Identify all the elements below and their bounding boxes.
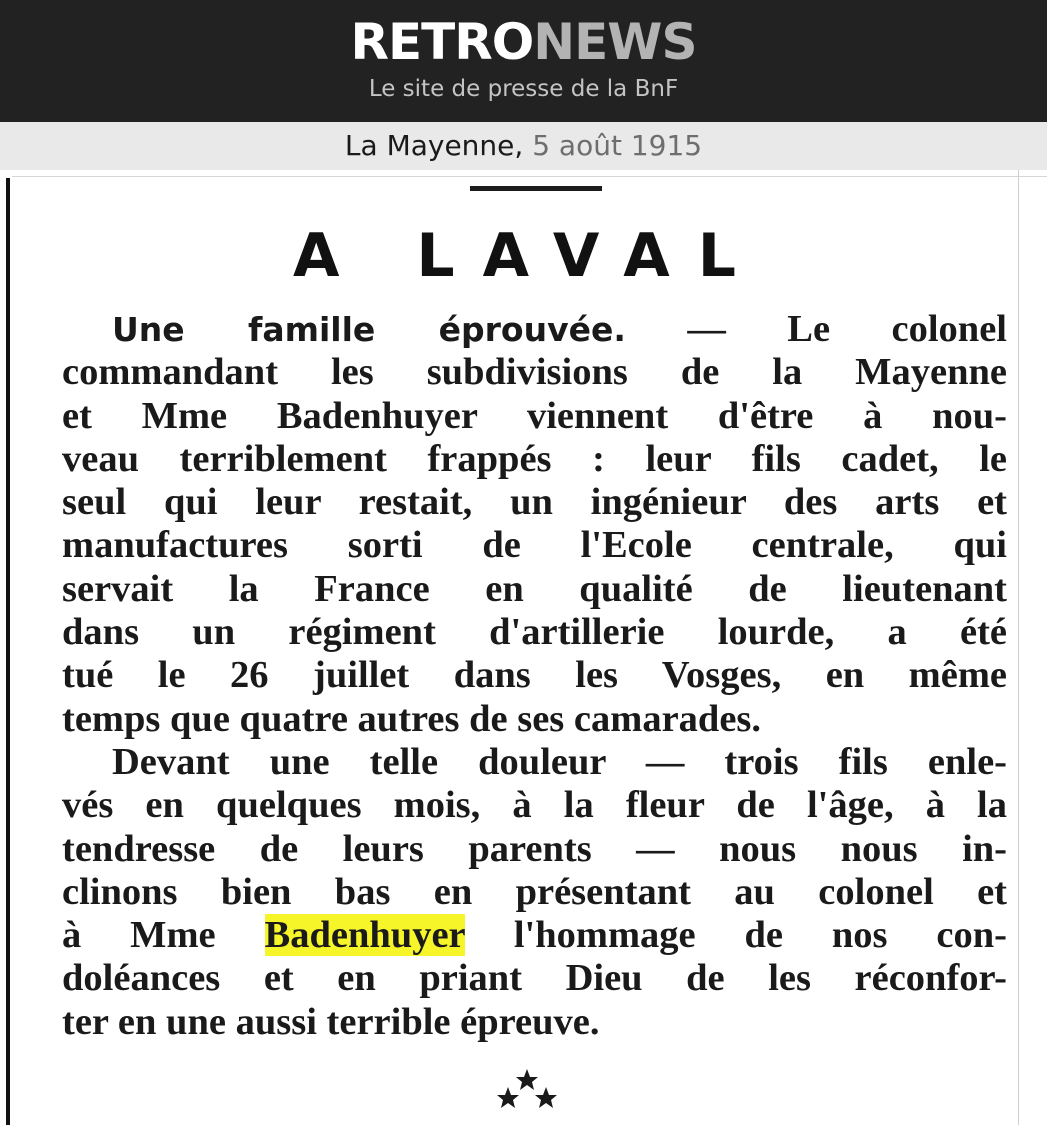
column-edge [1018,170,1019,1125]
section-divider [470,186,602,191]
retronews-logo[interactable] [0,12,1047,72]
publication-date: 5 août 1915 [532,129,703,162]
source-bar [0,122,1047,170]
article-line: à Mme Badenhuyer l'hommage de nos con- [62,914,1007,957]
newspaper-scan [0,170,1047,1125]
article-line: veau terriblement frappés : leur fils cadet, le [62,437,1007,480]
article-line: et Mme Badenhuyer viennent d'être à nou- [62,394,1007,437]
article-headline: A LAVAL [293,221,764,291]
article-line: commandant les subdivisions de la Mayenne [62,351,1007,394]
article-line: temps que quatre autres de ses camarades. [62,697,762,740]
article-line: ter en une aussi terrible épreuve. [62,1000,600,1043]
article-line: servait la France en qualité de lieutenant [62,567,1007,610]
article-line: vés en quelques mois, à la fleur de l'âge, à la [62,784,1007,827]
site-header [0,0,1047,122]
article-line: manufactures sorti de l'Ecole centrale, qui [62,524,1007,567]
article-line: clinons bien bas en présentant au colonel et [62,870,1007,913]
article-line: tendresse de leurs parents — nous nous in- [62,827,1007,870]
article-line: Devant une telle douleur — trois fils enle- [112,740,1007,783]
scan-top-edge [12,176,1047,177]
logo-news: NEWS [533,13,697,71]
search-term-highlight[interactable]: Badenhuyer [264,914,465,957]
logo-retro: RETRO [350,13,534,71]
newspaper-name[interactable]: La Mayenne, [344,129,524,162]
article-body [62,308,1007,1044]
article-line: doléances et en priant Dieu de les réconfor- [62,957,1007,1000]
column-rule [6,178,10,1125]
article-line: dans un régiment d'artillerie lourde, a été [62,611,1007,654]
three-stars-icon [492,1067,562,1111]
article-line: Une famille éprouvée. — Le colonel [112,308,1007,350]
article-line: seul qui leur restait, un ingénieur des arts et [62,481,1007,524]
article-line: tué le 26 juillet dans les Vosges, en même [62,654,1007,697]
article-lead: Une famille éprouvée. [112,310,626,349]
site-tagline: Le site de presse de la BnF [368,76,679,102]
